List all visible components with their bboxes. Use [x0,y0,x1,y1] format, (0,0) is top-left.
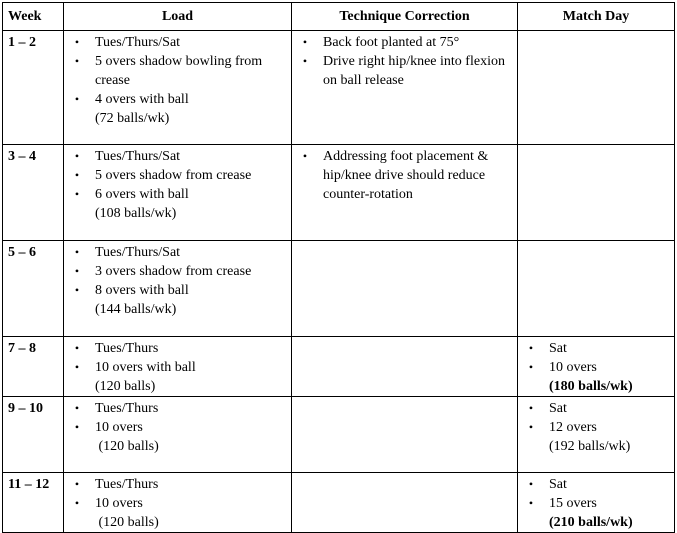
table-row [3,337,675,397]
match-cell [518,397,675,473]
load-cell [64,31,292,145]
bullet-icon: • [528,360,534,374]
list-item [292,33,517,52]
technique-cell [292,31,518,145]
table-row [3,145,675,241]
week-cell: 5 – 6 [3,241,64,337]
list-item [518,399,674,418]
week-cell: 9 – 10 [3,397,64,473]
header-match-day: Match Day [518,3,675,31]
bullet-icon: • [74,420,80,434]
list-item-text: 3 overs shadow from crease [95,264,252,279]
list-item [64,147,291,166]
list-item-text: 8 overs with ball [95,283,189,298]
table-row [3,397,675,473]
list-item-text: Tues/Thurs/Sat [95,245,181,260]
list-item-text: 5 overs shadow bowling from crease [95,54,263,88]
list-item [64,52,291,90]
list-item [292,147,517,204]
header-row [3,3,675,31]
bullet-icon: • [528,496,534,510]
header-week: Week [3,3,64,31]
list-item-text: 6 overs with ball [95,187,189,202]
list-item [518,475,674,494]
list-item-detail: (120 balls) [95,515,159,530]
bullet-icon: • [74,35,80,49]
bullet-icon: • [74,168,80,182]
load-list [64,475,291,532]
technique-cell [292,241,518,337]
match-list [518,399,674,456]
header-load: Load [64,3,292,31]
load-list [64,243,291,319]
list-item-text: Sat [549,477,567,492]
bullet-icon: • [74,496,80,510]
list-item [518,418,674,456]
bullet-icon: • [74,187,80,201]
list-item [64,399,291,418]
list-item-detail: (192 balls/wk) [549,439,631,454]
list-item-text: 12 overs [549,420,597,435]
bullet-icon: • [74,401,80,415]
load-cell [64,145,292,241]
bullet-icon: • [74,477,80,491]
load-list [64,33,291,128]
list-item-text: 10 overs with ball [95,360,196,375]
table-row [3,241,675,337]
bullet-icon: • [528,420,534,434]
technique-cell [292,397,518,473]
week-cell: 1 – 2 [3,31,64,145]
technique-cell [292,337,518,397]
bullet-icon: • [74,149,80,163]
bullet-icon: • [528,477,534,491]
list-item [292,52,517,90]
list-item [64,339,291,358]
list-item-text: Drive right hip/knee into flexion on ball release [323,54,505,88]
bullet-icon: • [302,149,308,163]
bullet-icon: • [528,341,534,355]
list-item-text: 10 overs [549,360,597,375]
list-item [64,475,291,494]
list-item-text: Back foot planted at 75° [323,35,460,50]
list-item-text: 5 overs shadow from crease [95,168,252,183]
list-item-text: Addressing foot placement & hip/knee drive should reduce counter-rotation [323,149,489,202]
list-item-detail: (210 balls/wk) [549,515,633,530]
list-item [518,339,674,358]
list-item [64,90,291,128]
bullet-icon: • [302,54,308,68]
match-cell [518,473,675,533]
load-cell [64,241,292,337]
list-item [64,33,291,52]
list-item-text: Tues/Thurs [95,477,159,492]
list-item-detail: (180 balls/wk) [549,379,633,394]
load-cell [64,397,292,473]
list-item-text: 15 overs [549,496,597,511]
list-item [64,185,291,223]
list-item-text: Sat [549,341,567,356]
list-item [64,358,291,396]
list-item-detail: (72 balls/wk) [95,111,170,126]
list-item [64,418,291,456]
list-item-detail: (120 balls) [95,379,156,394]
list-item-detail: (120 balls) [95,439,159,454]
week-cell: 7 – 8 [3,337,64,397]
table-body [3,31,675,533]
technique-cell [292,473,518,533]
table-row [3,31,675,145]
technique-list [292,147,517,204]
bullet-icon: • [74,360,80,374]
list-item-text: 4 overs with ball [95,92,189,107]
load-list [64,147,291,223]
table-row [3,473,675,533]
load-list [64,339,291,396]
list-item [64,262,291,281]
match-cell [518,31,675,145]
list-item-detail: (108 balls/wk) [95,206,177,221]
list-item-text: Tues/Thurs [95,341,159,356]
bullet-icon: • [74,283,80,297]
list-item [64,166,291,185]
list-item-detail: (144 balls/wk) [95,302,177,317]
list-item-text: Tues/Thurs/Sat [95,149,181,164]
bullet-icon: • [528,401,534,415]
header-technique: Technique Correction [292,3,518,31]
load-cell [64,337,292,397]
load-list [64,399,291,456]
training-plan-table [2,2,675,533]
match-cell [518,337,675,397]
match-list [518,339,674,396]
bullet-icon: • [74,92,80,106]
list-item-text: Tues/Thurs/Sat [95,35,181,50]
technique-list [292,33,517,90]
list-item-text: Tues/Thurs [95,401,159,416]
bullet-icon: • [74,54,80,68]
match-list [518,475,674,532]
list-item [64,494,291,532]
bullet-icon: • [74,264,80,278]
list-item [518,358,674,396]
list-item [518,494,674,532]
match-cell [518,145,675,241]
load-cell [64,473,292,533]
list-item [64,243,291,262]
bullet-icon: • [74,245,80,259]
bullet-icon: • [74,341,80,355]
match-cell [518,241,675,337]
week-cell: 11 – 12 [3,473,64,533]
list-item-text: 10 overs [95,496,143,511]
week-cell: 3 – 4 [3,145,64,241]
list-item-text: 10 overs [95,420,143,435]
list-item [64,281,291,319]
list-item-text: Sat [549,401,567,416]
bullet-icon: • [302,35,308,49]
technique-cell [292,145,518,241]
